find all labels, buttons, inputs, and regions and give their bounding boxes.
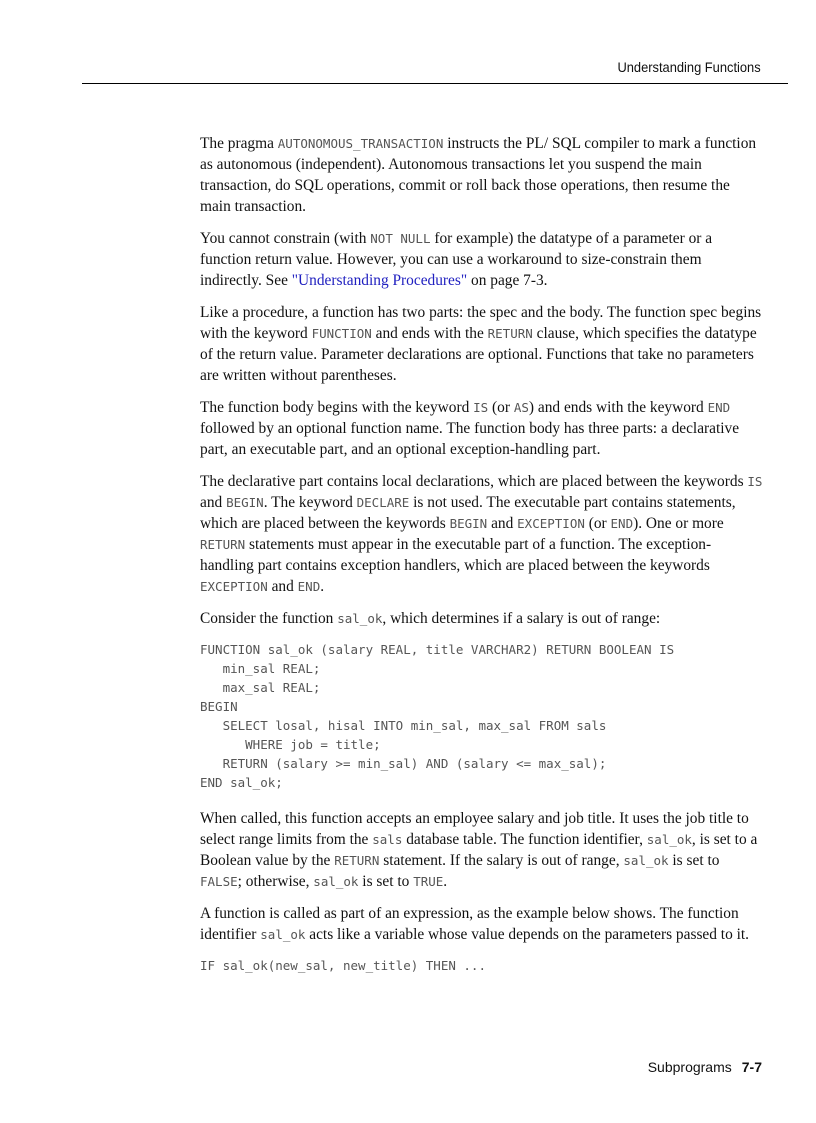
inline-code: sals	[372, 832, 403, 847]
inline-code: NOT NULL	[370, 231, 431, 246]
inline-code: END	[707, 400, 731, 415]
paragraph-function-parts: Like a procedure, a function has two parts: the spec and the body. The function spec begins with the keyword FUNCTION and ends with the RETURN clause, which specifies the datatype of the return value. Parameter declarations are optional. Functions that take no parameters are written without parentheses.	[200, 304, 762, 384]
paragraph-function-body: The function body begins with the keyword IS (or AS) and ends with the keyword END followed by an optional function name. The function body has three parts: a declarative part, an executable part, and an optional exception-handling part.	[200, 399, 740, 458]
inline-code: BEGIN	[226, 495, 264, 510]
cross-reference-link[interactable]: "Understanding Procedures"	[291, 272, 468, 289]
paragraph-function-call: A function is called as part of an expression, as the example below shows. The function identifier sal_ok acts like a variable whose value depends on the parameters passed to it.	[200, 905, 750, 943]
paragraph-declarative-part: The declarative part contains local declarations, which are placed between the keywords IS and BEGIN. The keyword DECLARE is not used. The executable part contains statements, which are placed between the keywords BEGIN and EXCEPTION (or END). One or more RETURN statements must appear in the executable part of a function. The exception-handling part contains exception handlers, which are placed between the keywords EXCEPTION and END.	[200, 473, 763, 595]
paragraph-constraints: You cannot constrain (with NOT NULL for example) the datatype of a parameter or a function return value. However, you can use a workaround to size-constrain them indirectly. See "Understanding Procedures" on page 7-3.	[200, 230, 713, 289]
footer-section: Subprograms	[647, 1059, 732, 1075]
inline-code: sal_ok	[260, 927, 306, 942]
inline-code: RETURN	[334, 853, 380, 868]
inline-code: EXCEPTION	[200, 579, 268, 594]
footer-page-number: 7-7	[741, 1059, 762, 1075]
inline-code: AUTONOMOUS_TRANSACTION	[277, 136, 444, 151]
header-rule	[82, 83, 788, 84]
inline-code: sal_ok	[313, 874, 359, 889]
inline-code: TRUE	[413, 874, 444, 889]
inline-code: IS	[473, 400, 489, 415]
inline-code: sal_ok	[646, 832, 692, 847]
paragraph-autonomous: The pragma AUTONOMOUS_TRANSACTION instructs the PL/ SQL compiler to mark a function as autonomous (independent). Autonomous transactions let you suspend the main transaction, do SQL operations, commit or roll back those operations, then resume the main transaction.	[200, 135, 757, 215]
inline-code: RETURN	[200, 537, 246, 552]
inline-code: IS	[747, 474, 763, 489]
inline-code: AS	[513, 400, 529, 415]
paragraph-when-called: When called, this function accepts an employee salary and job title. It uses the job title to select range limits from the sals database table. The function identifier, sal_ok, is set to a Boolean value by the RETURN statement. If the salary is out of range, sal_ok is set to FALSE; otherwise, sal_ok is set to TRUE.	[200, 810, 758, 890]
page-footer	[648, 1059, 762, 1075]
inline-code: sal_ok	[623, 853, 669, 868]
running-header: Understanding Functions	[617, 59, 761, 75]
inline-code: DECLARE	[356, 495, 410, 510]
inline-code: EXCEPTION	[517, 516, 585, 531]
inline-code: RETURN	[487, 326, 533, 341]
inline-code: FALSE	[200, 874, 238, 889]
inline-code: FUNCTION	[311, 326, 372, 341]
page-body	[200, 133, 763, 991]
inline-code: END	[297, 579, 321, 594]
code-example-sal-ok: FUNCTION sal_ok (salary REAL, title VARCHAR2) RETURN BOOLEAN IS min_sal REAL; max_sal REAL; BEGIN SELECT losal, hisal INTO min_sal, max_sal FROM sals WHERE job = title; RETURN (salary >= min_sal) AND (salary <= max_sal); END sal_ok;	[200, 642, 675, 790]
inline-code: BEGIN	[449, 516, 488, 531]
paragraph-consider: Consider the function sal_ok, which determines if a salary is out of range:	[200, 610, 661, 627]
inline-code: sal_ok	[337, 611, 383, 626]
code-example-call: IF sal_ok(new_sal, new_title) THEN ...	[200, 958, 486, 973]
inline-code: END	[610, 516, 634, 531]
